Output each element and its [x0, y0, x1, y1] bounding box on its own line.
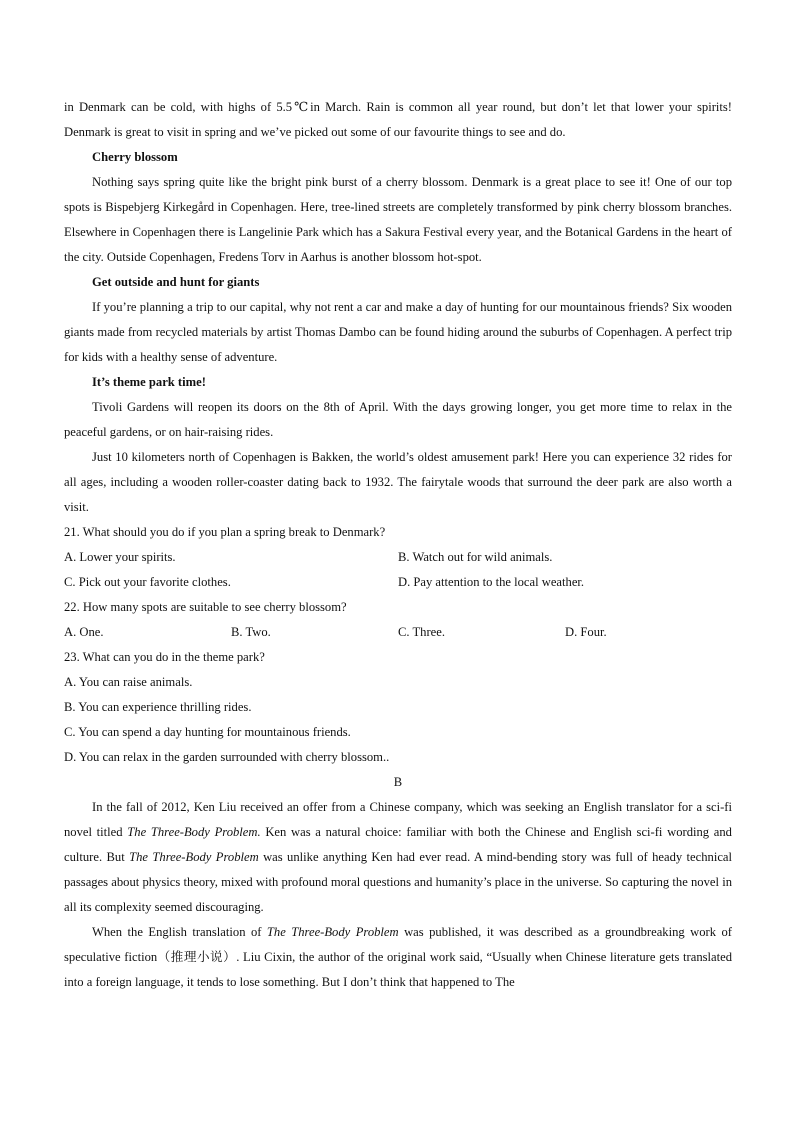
question-23-stem: 23. What can you do in the theme park?: [64, 650, 265, 664]
theme-park-heading: It’s theme park time!: [92, 375, 206, 389]
question-22-option-b: B. Two.: [231, 625, 271, 639]
section-b-label: B: [393, 775, 403, 789]
section-b-p1-text-3: was unlike anything Ken had ever read. A mind-bending story was full of heady technical passages about physics theory, mixed with profound moral questions and humanity’s place in the universe. So capturing the novel in all its complexity seemed discouraging.: [64, 850, 733, 914]
document-page: [64, 95, 732, 995]
question-23-option-b: B. You can experience thrilling rides.: [64, 700, 252, 714]
question-21-option-a: A. Lower your spirits.: [64, 550, 176, 564]
cherry-blossom-heading: Cherry blossom: [92, 150, 178, 164]
question-23-option-a: A. You can raise animals.: [64, 675, 193, 689]
question-23-option-c: C. You can spend a day hunting for mountainous friends.: [64, 725, 351, 739]
question-22-option-d: D. Four.: [565, 625, 607, 639]
giants-paragraph: If you’re planning a trip to our capital, why not rent a car and make a day of hunting for our mountainous friends? Six wooden giants made from recycled materials by artist Thomas Dambo can be found hiding around the suburbs of Copenhagen. A perfect trip for kids with a healthy sense of adventure.: [64, 300, 732, 364]
section-b-paragraph-2: [64, 920, 732, 995]
theme-park-paragraph-2: Just 10 kilometers north of Copenhagen is Bakken, the world’s oldest amusement park! Here you can experience 32 rides for all ages, including a wooden roller-coaster dating back to 1932. The fairytale woods that surround the deer park are also worth a visit.: [64, 450, 732, 514]
question-21-option-b: B. Watch out for wild animals.: [398, 550, 553, 564]
question-21-options-row-1: [64, 545, 732, 570]
section-b-p1-text-2: Ken was a natural choice: familiar with both the Chinese and English sci-fi wording and culture. But: [64, 825, 732, 864]
question-21-stem: 21. What should you do if you plan a spring break to Denmark?: [64, 525, 386, 539]
book-title: The Three-Body Problem.: [127, 825, 261, 839]
section-b-p2-text-1: When the English translation of: [92, 925, 267, 939]
book-title: The Three-Body Problem: [129, 850, 259, 864]
question-21-option-c: C. Pick out your favorite clothes.: [64, 575, 231, 589]
question-21-options-row-2: [64, 570, 732, 595]
section-b-paragraph-1: [64, 795, 732, 920]
question-22-option-c: C. Three.: [398, 625, 445, 639]
intro-paragraph: in Denmark can be cold, with highs of 5.5℃in March. Rain is common all year round, but don’t let that lower your spirits! Denmark is great to visit in spring and we’ve picked out some of our favourite things to see and do.: [64, 100, 732, 139]
giants-heading: Get outside and hunt for giants: [92, 275, 260, 289]
theme-park-paragraph-1: Tivoli Gardens will reopen its doors on the 8th of April. With the days growing longer, you get more time to relax in the peaceful gardens, or on hair-raising rides.: [64, 400, 732, 439]
question-21-option-d: D. Pay attention to the local weather.: [398, 575, 585, 589]
question-22-options: [64, 620, 732, 645]
section-b-p2-text-2: was published, it was described as a groundbreaking work of speculative fiction（推理小说）. Liu Cixin, the author of the original work said, “Usually when Chinese literature gets translated into a foreign language, it tends to lose something. But I don’t think that happened to The: [64, 925, 732, 989]
question-23-option-d: D. You can relax in the garden surrounded with cherry blossom..: [64, 750, 390, 764]
question-22-option-a: A. One.: [64, 625, 104, 639]
section-b-p1-text-1: In the fall of 2012, Ken Liu received an offer from a Chinese company, which was seeking an English translator for a sci-fi novel titled: [64, 800, 732, 839]
book-title: The Three-Body Problem: [266, 925, 399, 939]
question-22-stem: 22. How many spots are suitable to see cherry blossom?: [64, 600, 347, 614]
cherry-blossom-paragraph: Nothing says spring quite like the bright pink burst of a cherry blossom. Denmark is a great place to see it! One of our top spots is Bispebjerg Kirkegård in Copenhagen. Here, tree-lined streets are completely transformed by pink cherry blossom branches. Elsewhere in Copenhagen there is Langelinie Park which has a Sakura Festival every year, and the Botanical Gardens in the heart of the city. Outside Copenhagen, Fredens Torv in Aarhus is another blossom hot-spot.: [64, 175, 732, 264]
